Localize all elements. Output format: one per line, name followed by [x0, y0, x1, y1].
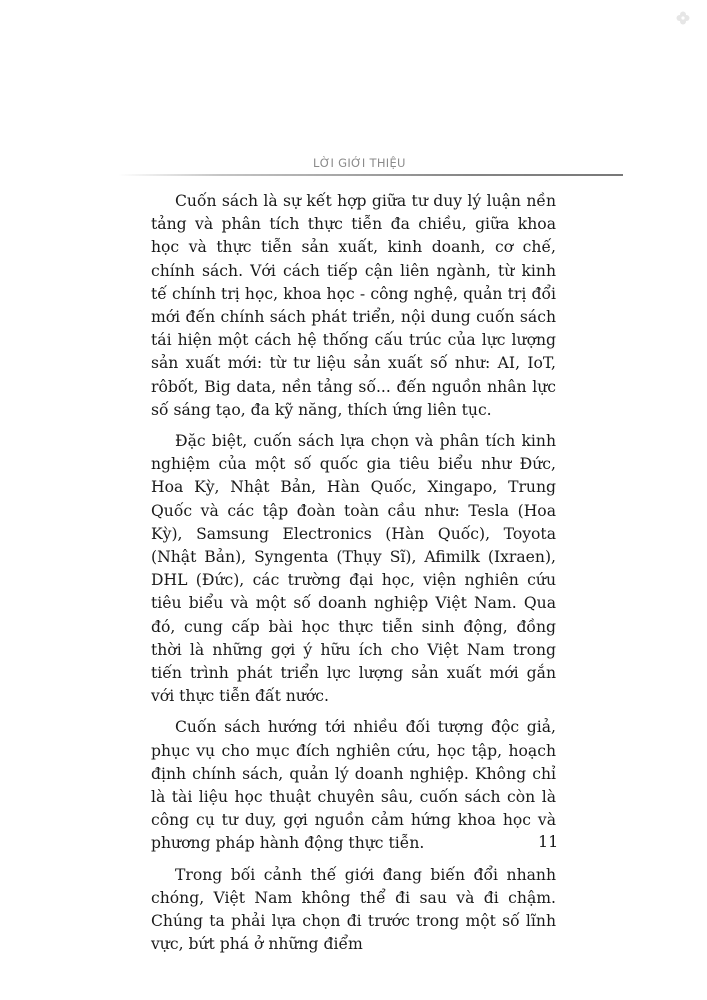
body-text: [151, 190, 559, 957]
section-title: LỜI GIỚI THIỆU: [313, 156, 406, 170]
flower-ornament-icon: [675, 10, 691, 26]
paragraph-2: Đặc biệt, cuốn sách lựa chọn và phân tích kinh nghiệm của một số quốc gia tiêu biểu như Đức, Hoa Kỳ, Nhật Bản, Hàn Quốc, Xingapo, Trung Quốc và các tập đoàn toàn cầu như: Tesla (Hoa Kỳ), Samsung Electronics (Hàn Quốc), Toyota (Nhật Bản), Syngenta (Thụy Sĩ), Afimilk (Ixraen), DHL (Đức), các trường đại học, viện nghiên cứu tiêu biểu và một số doanh nghiệp Việt Nam. Qua đó, cung cấp bài học thực tiễn sinh động, đồng thời là những gợi ý hữu ích cho Việt Nam trong tiến trình phát triển lực lượng sản xuất mới gắn với thực tiễn đất nước.: [151, 432, 556, 706]
paragraph-1: Cuốn sách là sự kết hợp giữa tư duy lý luận nền tảng và phân tích thực tiễn đa chiều, giữa khoa học và thực tiễn sản xuất, kinh doanh, cơ chế, chính sách. Với cách tiếp cận liên ngành, từ kinh tế chính trị học, khoa học - công nghệ, quản trị đổi mới đến chính sách phát triển, nội dung cuốn sách tái hiện một cách hệ thống cấu trúc của lực lượng sản xuất mới: từ tư liệu sản xuất số như: AI, IoT, rôbốt, Big data, nền tảng số... đến nguồn nhân lực số sáng tạo, đa kỹ năng, thích ứng liên tục.: [151, 192, 556, 419]
paragraph-4: Trong bối cảnh thế giới đang biến đổi nhanh chóng, Việt Nam không thể đi sau và đi chậm. Chúng ta phải lựa chọn đi trước trong một số lĩnh vực, bứt phá ở những điểm: [151, 865, 556, 954]
page-number: 11: [538, 832, 559, 851]
paragraph-3: Cuốn sách hướng tới nhiều đối tượng độc giả, phục vụ cho mục đích nghiên cứu, học tập, hoạch định chính sách, quản lý doanh nghiệp. Không chỉ là tài liệu học thuật chuyên sâu, cuốn sách còn là công cụ tư duy, gợi nguồn cảm hứng khoa học và phương pháp hành động thực tiễn.: [151, 718, 556, 853]
running-head: [0, 156, 707, 180]
header-divider: [118, 174, 623, 176]
